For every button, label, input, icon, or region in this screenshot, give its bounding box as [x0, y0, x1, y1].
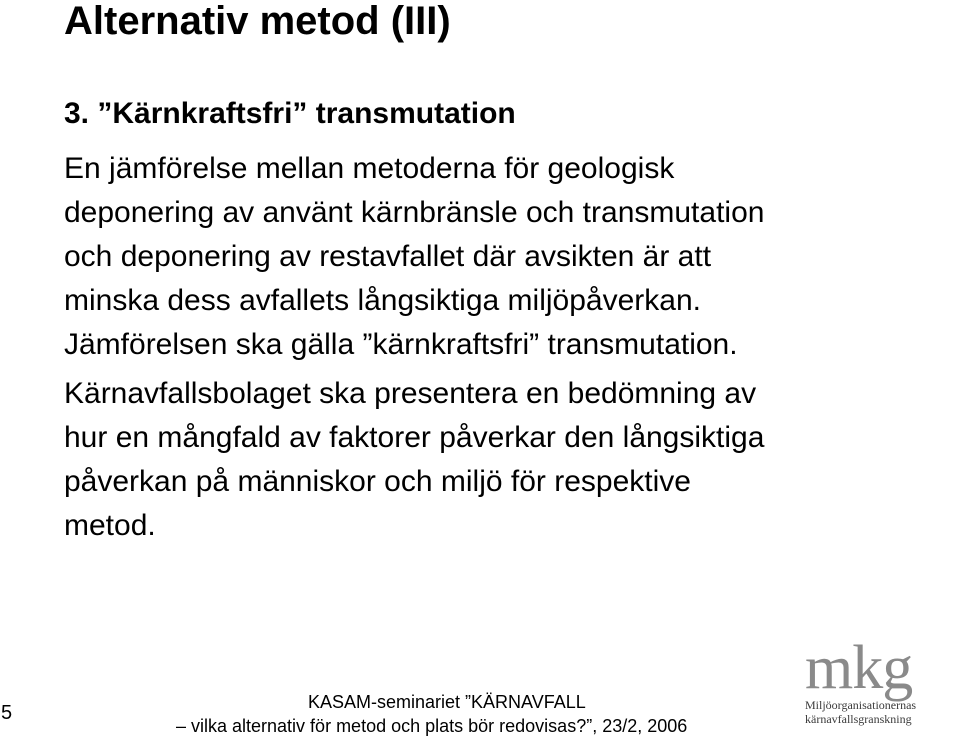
paragraph-comparison [64, 147, 764, 367]
paragraph-line: metod. [64, 509, 156, 542]
paragraph-line: Kärnavfallsbolaget ska presentera en bedömning av [64, 377, 757, 410]
logo-organisation-line-2: kärnavfallsgranskning [805, 712, 912, 726]
paragraph-line: En jämförelse mellan metoderna för geologisk [64, 152, 675, 185]
paragraph-line: och deponering av restavfallet där avsikten är att [64, 240, 712, 273]
logo-mark: mkg [805, 634, 913, 702]
paragraph-line: hur en mångfald av faktorer påverkar den långsiktiga [64, 421, 765, 454]
logo-organisation-line-1: Miljöorganisationernas [805, 698, 917, 712]
subheading: 3. ”Kärnkraftsfri” transmutation [64, 97, 516, 130]
mkg-logo [805, 634, 960, 739]
paragraph-line: påverkan på människor och miljö för respektive [64, 465, 691, 498]
paragraph-assessment [64, 372, 764, 548]
paragraph-line: Jämförelsen ska gälla ”kärnkraftsfri” transmutation. [64, 328, 738, 361]
slide-number: 5 [1, 702, 13, 724]
paragraph-line: deponering av använt kärnbränsle och transmutation [64, 196, 765, 229]
footer-seminar-subtitle: – vilka alternativ för metod och plats bör redovisas?”, 23/2, 2006 [176, 716, 688, 736]
footer-seminar-title: KASAM-seminariet ”KÄRNAVFALL [308, 692, 586, 712]
slide-title: Alternativ metod (III) [64, 0, 451, 43]
paragraph-line: minska dess avfallets långsiktiga miljöpåverkan. [64, 284, 701, 317]
